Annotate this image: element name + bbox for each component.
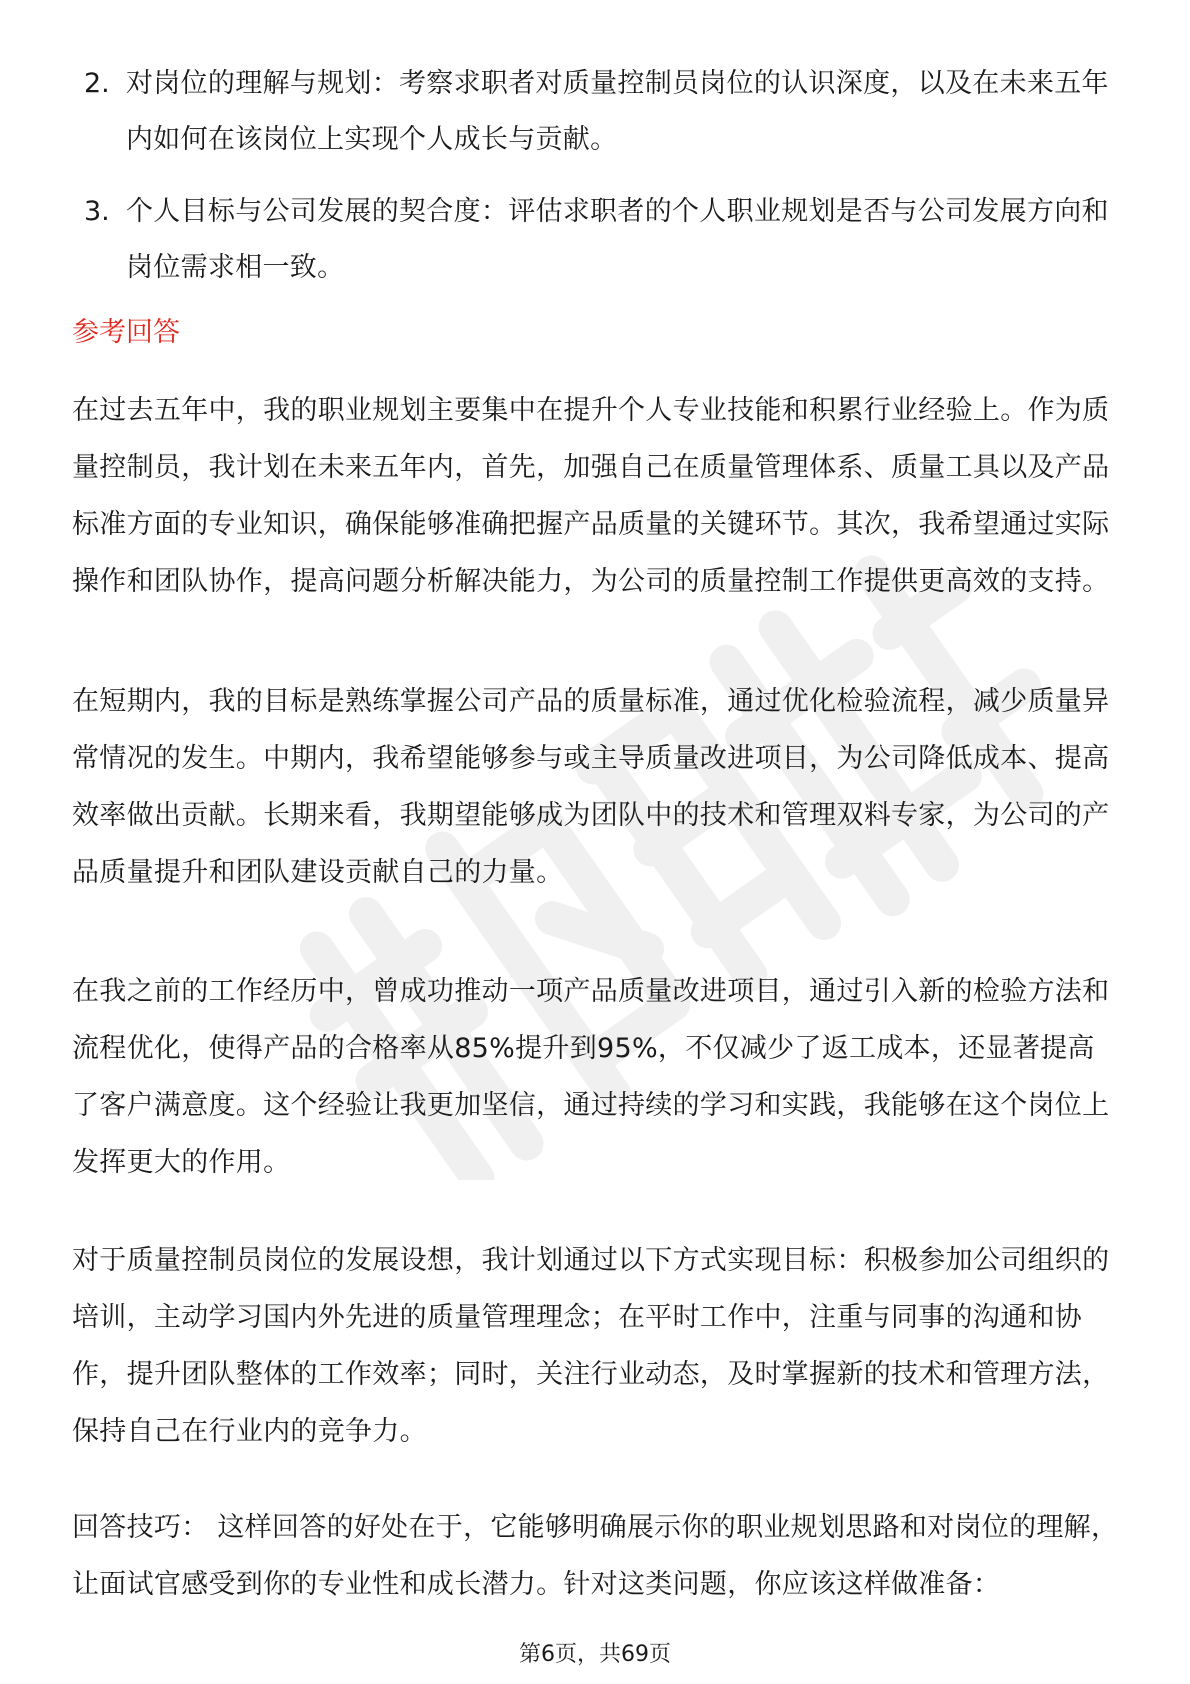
answer-paragraph: 在短期内，我的目标是熟练掌握公司产品的质量标准，通过优化检验流程，减少质量异常情况的发生。中期内，我希望能够参与或主导质量改进项目，为公司降低成本、提高效率做出贡献。长期来看，我期望能够成为团队中的技术和管理双料专家，为公司的产品质量提升和团队建设贡献自己的力量。 — [72, 686, 1110, 888]
list-item-number: 2. — [84, 68, 110, 99]
tips-paragraph: 回答技巧： 这样回答的好处在于，它能够明确展示你的职业规划思路和对岗位的理解，让面试官感受到你的专业性和成长潜力。针对这类问题，你应该这样做准备： — [72, 1512, 1119, 1600]
list-item-text: 个人目标与公司发展的契合度：评估求职者的个人职业规划是否与公司发展方向和岗位需求相一致。 — [126, 196, 1109, 283]
page-number: 第6页，共69页 — [519, 1642, 671, 1667]
list-item — [84, 184, 1134, 296]
section-heading: 参考回答 — [72, 317, 180, 348]
criteria-list — [84, 56, 1134, 312]
answer-paragraph: 对于质量控制员岗位的发展设想，我计划通过以下方式实现目标：积极参加公司组织的培训，主动学习国内外先进的质量管理理念；在平时工作中，注重与同事的沟通和协作，提升团队整体的工作效率；同时，关注行业动态，及时掌握新的技术和管理方法，保持自己在行业内的竞争力。 — [72, 1245, 1110, 1447]
list-item-number: 3. — [84, 196, 110, 227]
list-item-text: 对岗位的理解与规划：考察求职者对质量控制员岗位的认识深度，以及在未来五年内如何在该岗位上实现个人成长与贡献。 — [126, 68, 1109, 155]
answer-paragraph: 在过去五年中，我的职业规划主要集中在提升个人专业技能和积累行业经验上。作为质量控制员，我计划在未来五年内，首先，加强自己在质量管理体系、质量工具以及产品标准方面的专业知识，确保能够准确把握产品质量的关键环节。其次，我希望通过实际操作和团队协作，提高问题分析解决能力，为公司的质量控制工作提供更高效的支持。 — [72, 395, 1110, 597]
list-item — [84, 56, 1134, 168]
answer-paragraph: 在我之前的工作经历中，曾成功推动一项产品质量改进项目，通过引入新的检验方法和流程优化，使得产品的合格率从85%提升到95%，不仅减少了返工成本，还显著提高了客户满意度。这个经验让我更加坚信，通过持续的学习和实践，我能够在这个岗位上发挥更大的作用。 — [72, 976, 1110, 1178]
